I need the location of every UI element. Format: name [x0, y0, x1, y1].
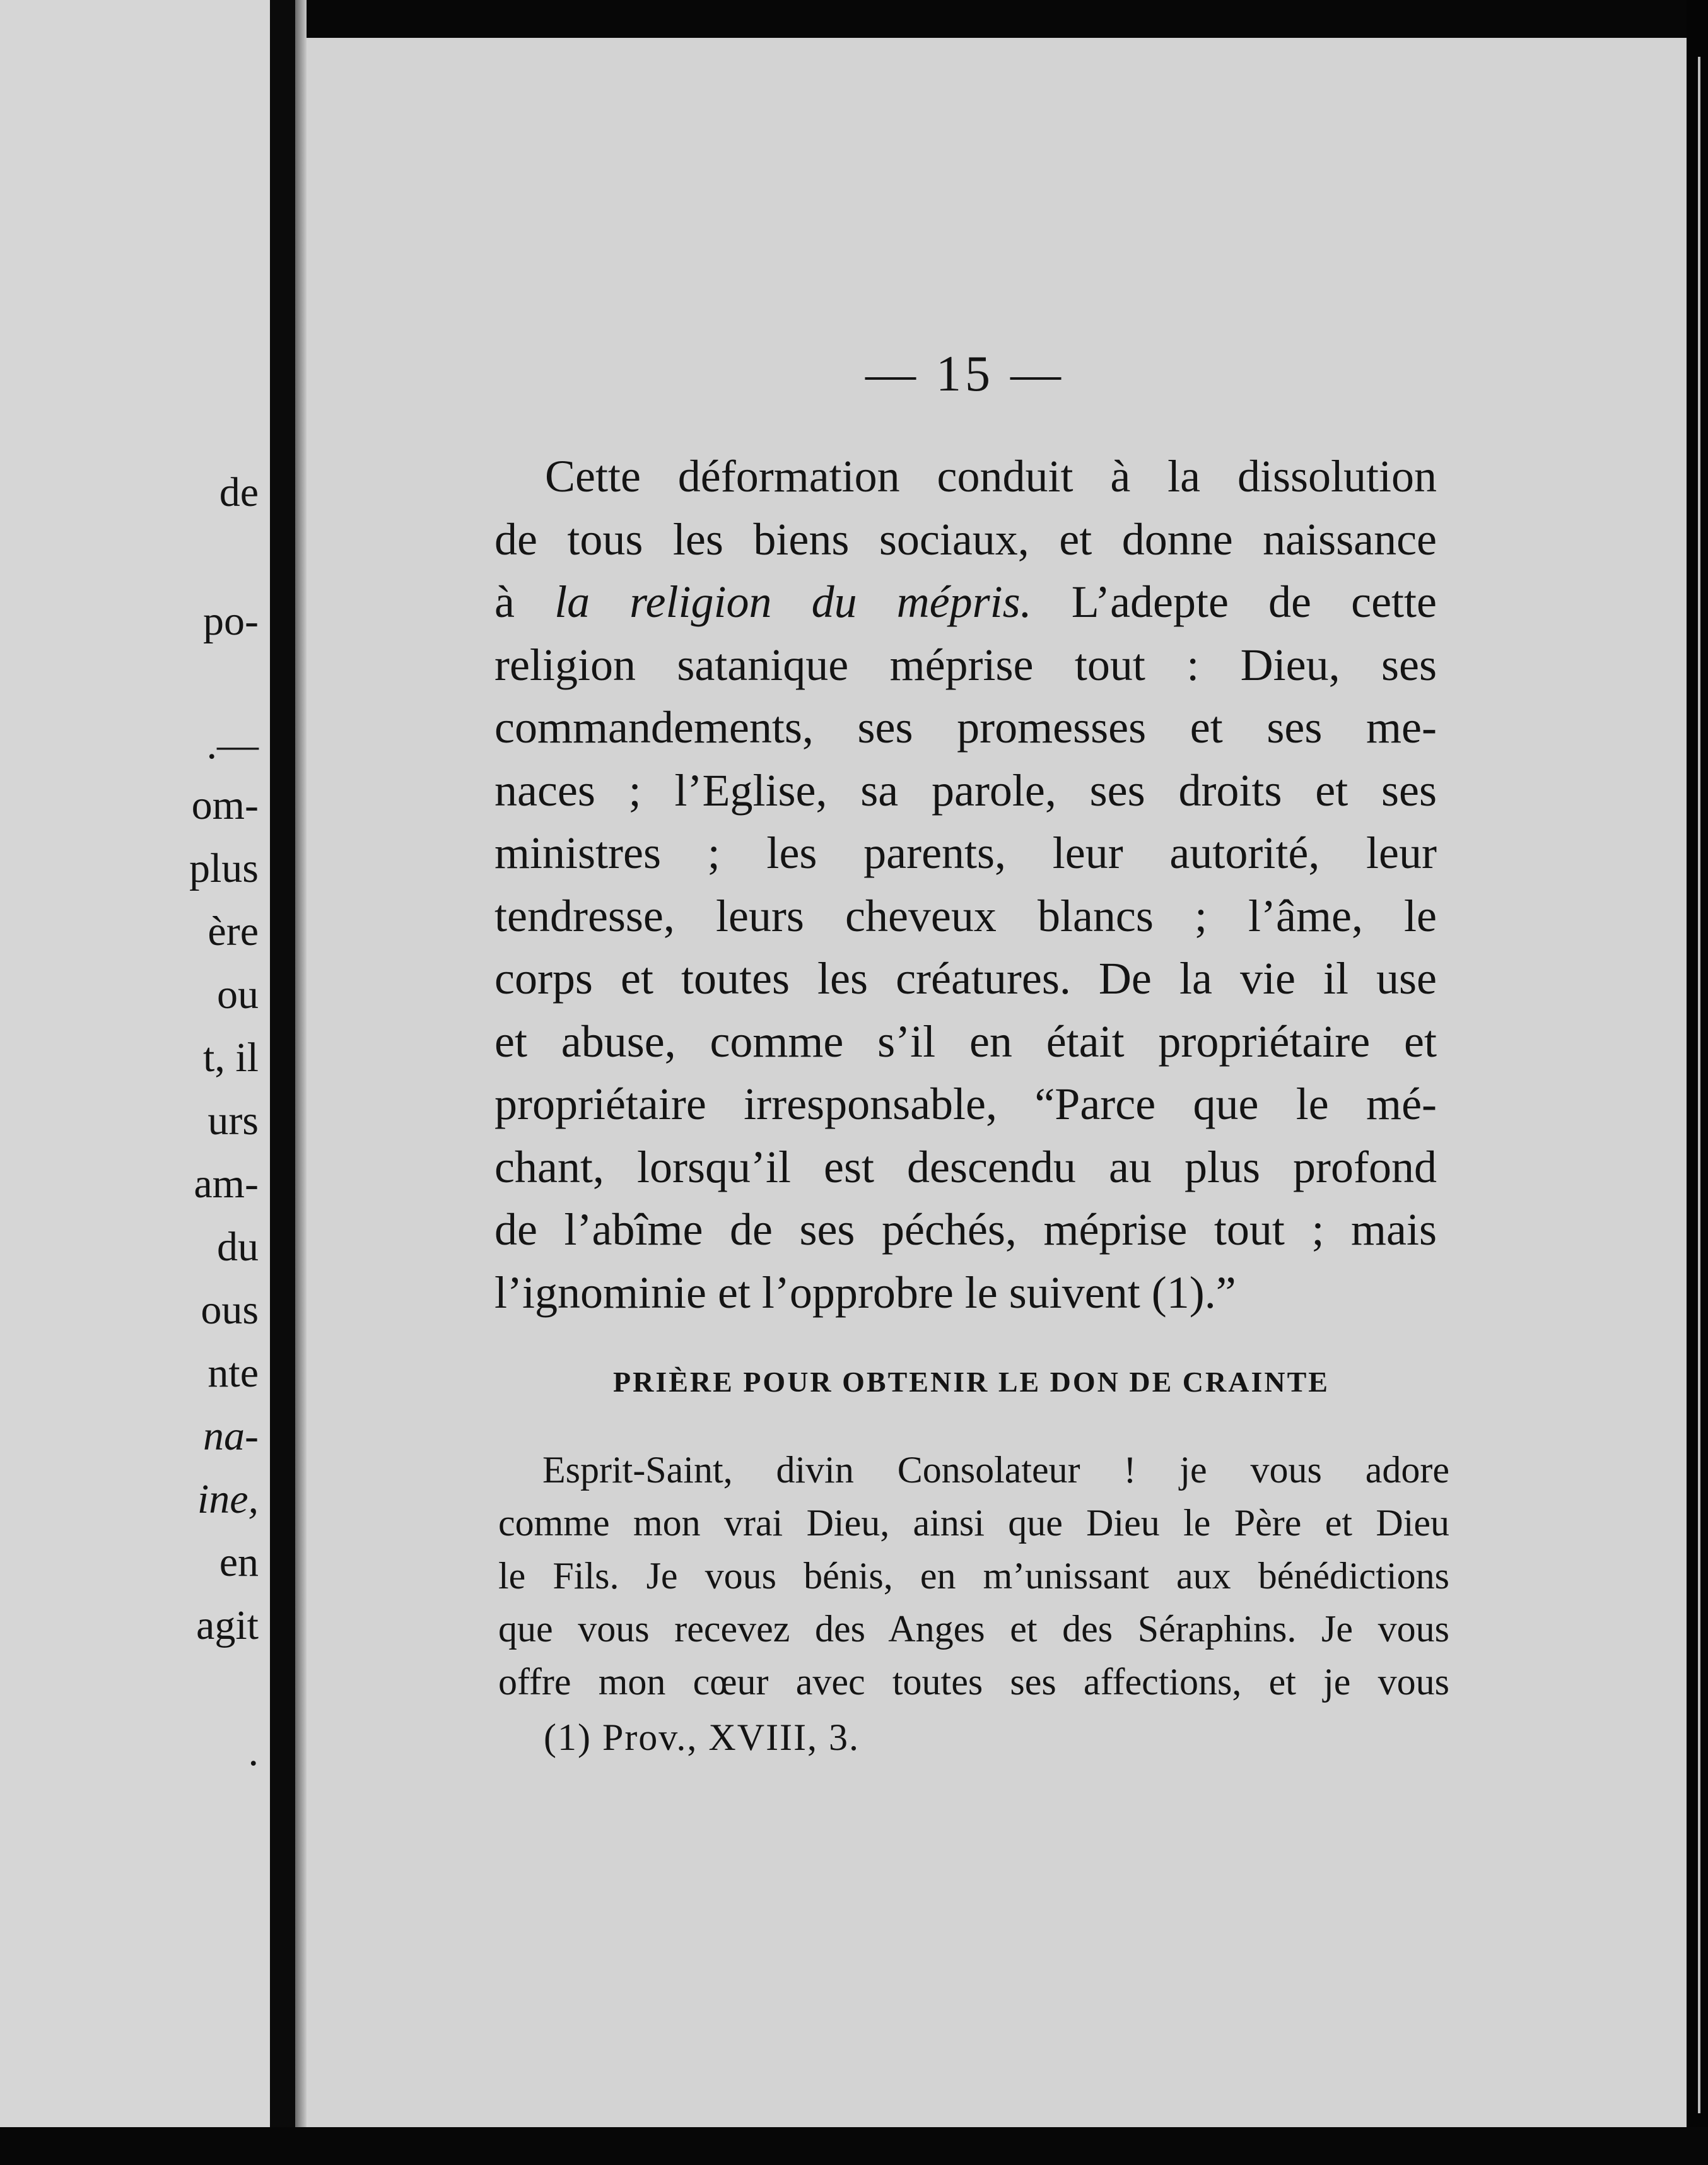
facing-page-line: plus [189, 845, 259, 891]
facing-page-line: en [219, 1539, 259, 1585]
facing-page-line: .— [206, 722, 259, 768]
paragraph-line: ministres ; les parents, leur autorité, leur [494, 828, 1437, 878]
paragraph-line: tendresse, leurs cheveux blancs ; l’âme, le [494, 890, 1437, 941]
facing-page-line: du [217, 1224, 259, 1270]
paragraph-line: corps et toutes les créatures. De la vie il use [494, 953, 1437, 1004]
paragraph-line: propriétaire irresponsable, “Parce que le mé- [494, 1079, 1437, 1129]
facing-page-line: urs [208, 1098, 259, 1144]
facing-page-line: t, il [202, 1035, 259, 1081]
prayer-line: que vous recevez des Anges et des Séraphins. Je vous [498, 1608, 1449, 1650]
italic-phrase: la religion du mépris. [554, 577, 1032, 627]
facing-page-line: ine, [197, 1476, 259, 1522]
paragraph-line: et abuse, comme s’il en était propriétaire et [494, 1016, 1437, 1067]
line-suffix: L’adepte de cette [1031, 577, 1437, 627]
paragraph-line: naces ; l’Eglise, sa parole, ses droits et ses [494, 765, 1437, 816]
facing-page-line: om- [191, 782, 259, 828]
prayer-line: offre mon cœur avec toutes ses affections, et je vous [498, 1661, 1449, 1703]
paragraph-line: de l’abîme de ses péchés, méprise tout ; mais [494, 1204, 1437, 1255]
page-number: — 15 — [865, 346, 1065, 402]
facing-page-left [0, 0, 270, 2165]
prayer-line: le Fils. Je vous bénis, en m’unissant aux bénédictions [498, 1555, 1449, 1597]
paragraph-line: religion satanique méprise tout : Dieu, ses [494, 639, 1437, 690]
facing-page-line: ous [201, 1287, 259, 1333]
facing-page-line: . [248, 1728, 259, 1775]
main-paragraph [494, 445, 1437, 1324]
paragraph-line: l’ignominie et l’opprobre le suivent (1).” [494, 1267, 1236, 1318]
facing-page-line: po- [203, 598, 259, 644]
gutter-shadow [295, 0, 307, 2165]
facing-page-line: na- [203, 1413, 259, 1459]
facing-page-line: de [219, 469, 259, 515]
facing-page-line: ou [217, 971, 259, 1018]
section-heading: PRIÈRE POUR OBTENIR LE DON DE CRAINTE [613, 1366, 1330, 1398]
paragraph-line: Cette déformation conduit à la dissolution [545, 451, 1437, 502]
prayer-line: Esprit-Saint, divin Consolateur ! je vous adore [542, 1449, 1449, 1491]
scan-border-right [1687, 0, 1708, 2165]
paragraph-line: commandements, ses promesses et ses me- [494, 702, 1437, 753]
page-edge-line [1698, 57, 1700, 2113]
paragraph-line-3 [494, 571, 1437, 634]
scan-border-bottom [0, 2127, 1708, 2165]
facing-page-line: am- [194, 1161, 259, 1207]
facing-page-line: nte [208, 1350, 259, 1396]
prayer-paragraph [498, 1443, 1449, 1708]
paragraph-line: de tous les biens sociaux, et donne naissance [494, 513, 1437, 565]
scan-border-top [307, 0, 1687, 38]
paragraph-line: chant, lorsqu’il est descendu au plus profond [494, 1141, 1437, 1192]
line-prefix: à [494, 577, 555, 627]
prayer-line: comme mon vrai Dieu, ainsi que Dieu le Père et Dieu [498, 1502, 1449, 1544]
book-gutter [270, 0, 295, 2165]
facing-page-line: ère [208, 908, 259, 954]
footnote: (1) Prov., XVIII, 3. [544, 1716, 860, 1758]
facing-page-line: agit [196, 1602, 259, 1648]
